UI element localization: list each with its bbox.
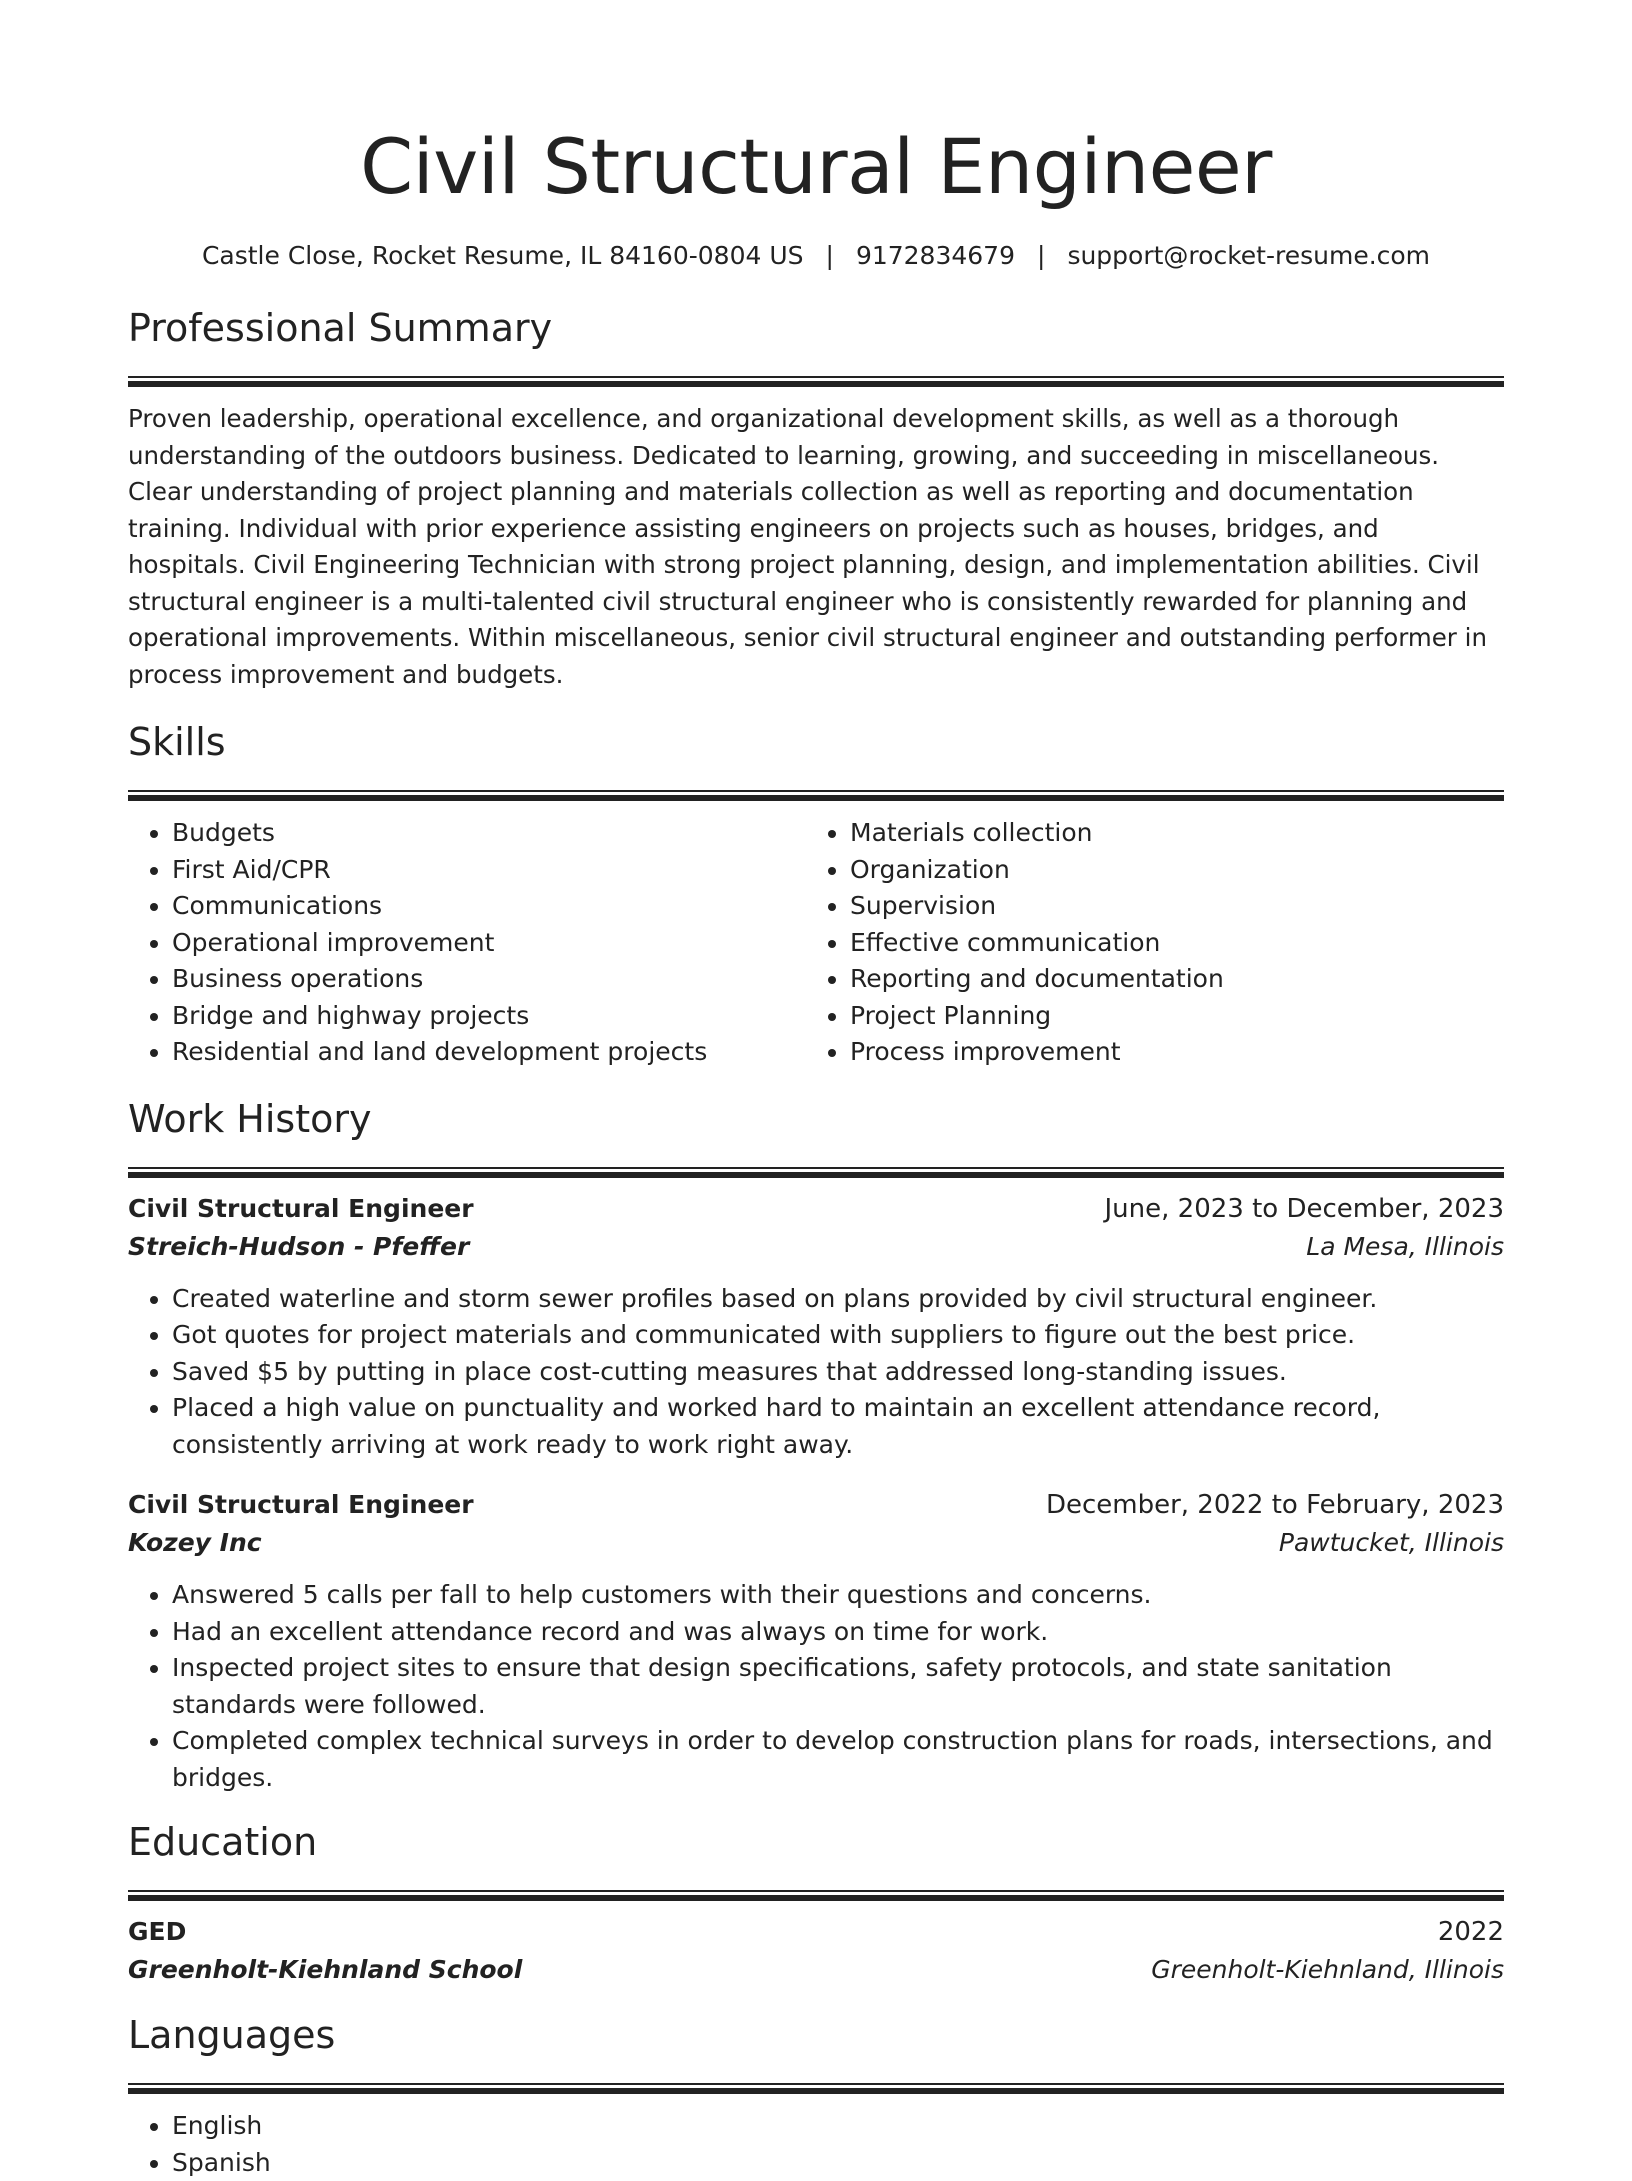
- skill-item: • First Aid/CPR: [172, 852, 806, 889]
- skill-item: • Reporting and documentation: [850, 961, 1504, 998]
- skills-columns: [128, 815, 1504, 1071]
- resume-page: [128, 0, 1504, 2181]
- job-dates: December, 2022 to February, 2023: [1046, 1487, 1504, 1523]
- job-bullet: • Completed complex technical surveys in order to develop construction plans for roads, intersections, and bridges.: [172, 1723, 1504, 1796]
- education-degree: GED: [128, 1914, 186, 1950]
- job-company: Streich-Hudson - Pfeffer: [128, 1227, 469, 1267]
- contact-line: [128, 239, 1504, 273]
- job-bullet: • Created waterline and storm sewer profiles based on plans provided by civil structural engineer.: [172, 1281, 1504, 1318]
- job-title: Civil Structural Engineer: [128, 1487, 474, 1523]
- summary-section: [128, 304, 1504, 693]
- contact-separator: |: [826, 239, 834, 273]
- job-bullets: [128, 1281, 1504, 1464]
- skills-list-right: [806, 815, 1504, 1071]
- resume-name: Civil Structural Engineer: [128, 0, 1504, 213]
- job-bullet: • Answered 5 calls per fall to help customers with their questions and concerns.: [172, 1577, 1504, 1614]
- skill-item: • Project Planning: [850, 998, 1504, 1035]
- education-header-row: [128, 1914, 1504, 1950]
- skill-item: • Business operations: [172, 961, 806, 998]
- skill-item: • Budgets: [172, 815, 806, 852]
- skills-list-left: [128, 815, 806, 1071]
- job-company: Kozey Inc: [128, 1523, 262, 1563]
- work-history-section: [128, 1095, 1504, 1797]
- job-bullet: • Saved $5 by putting in place cost-cutting measures that addressed long-standing issues.: [172, 1354, 1504, 1391]
- education-location: Greenholt-Kiehnland, Illinois: [1151, 1950, 1504, 1990]
- language-item: • English: [172, 2108, 1504, 2145]
- skills-section: [128, 718, 1504, 1071]
- job-header-row: [128, 1487, 1504, 1523]
- skill-item: • Materials collection: [850, 815, 1504, 852]
- languages-section: [128, 2011, 1504, 2181]
- skill-item: • Bridge and highway projects: [172, 998, 806, 1035]
- summary-text: Proven leadership, operational excellence, and organizational development skills, as well as a thorough understanding of the outdoors business. Dedicated to learning, growing, and succeeding in miscellaneous. Clear understanding of project planning and materials collection as well as reporting and documentation training. Individual with prior experience assisting engineers on projects such as houses, bridges, and hospitals. Civil Engineering Technician with strong project planning, design, and implementation abilities. Civil structural engineer is a multi-talented civil structural engineer who is consistently rewarded for planning and operational improvements. Within miscellaneous, senior civil structural engineer and outstanding performer in process improvement and budgets.: [128, 401, 1504, 693]
- job-company-row: [128, 1523, 1504, 1563]
- job-entry: [128, 1191, 1504, 1464]
- skills-column-left: [128, 815, 806, 1071]
- job-bullet: • Inspected project sites to ensure that design specifications, safety protocols, and state sanitation standards were followed.: [172, 1650, 1504, 1723]
- education-school-row: [128, 1950, 1504, 1990]
- job-bullet: • Got quotes for project materials and communicated with suppliers to figure out the best price.: [172, 1317, 1504, 1354]
- job-dates: June, 2023 to December, 2023: [1105, 1191, 1504, 1227]
- section-divider: [128, 1167, 1504, 1178]
- skills-column-right: [806, 815, 1504, 1071]
- contact-address: Castle Close, Rocket Resume, IL 84160-0804 US: [202, 241, 804, 270]
- section-title-skills: Skills: [128, 718, 1504, 766]
- contact-phone: 9172834679: [856, 241, 1015, 270]
- skill-item: • Process improvement: [850, 1034, 1504, 1071]
- contact-separator: |: [1037, 239, 1045, 273]
- education-entry: [128, 1914, 1504, 1990]
- section-divider: [128, 790, 1504, 801]
- job-company-row: [128, 1227, 1504, 1267]
- job-header-row: [128, 1191, 1504, 1227]
- job-location: La Mesa, Illinois: [1306, 1227, 1504, 1267]
- skill-item: • Residential and land development projects: [172, 1034, 806, 1071]
- skill-item: • Organization: [850, 852, 1504, 889]
- section-title-summary: Professional Summary: [128, 304, 1504, 352]
- education-year: 2022: [1438, 1914, 1504, 1950]
- job-bullet: • Placed a high value on punctuality and worked hard to maintain an excellent attendance record, consistently arriving at work ready to work right away.: [172, 1390, 1504, 1463]
- education-school: Greenholt-Kiehnland School: [128, 1950, 522, 1990]
- languages-list: [128, 2108, 1504, 2181]
- skill-item: • Operational improvement: [172, 925, 806, 962]
- section-divider: [128, 376, 1504, 387]
- section-divider: [128, 1890, 1504, 1901]
- job-entry: [128, 1487, 1504, 1796]
- language-item: • Spanish: [172, 2145, 1504, 2181]
- job-bullet: • Had an excellent attendance record and was always on time for work.: [172, 1614, 1504, 1651]
- education-section: [128, 1818, 1504, 1990]
- job-location: Pawtucket, Illinois: [1279, 1523, 1504, 1563]
- skill-item: • Supervision: [850, 888, 1504, 925]
- section-divider: [128, 2083, 1504, 2094]
- contact-email: support@rocket-resume.com: [1067, 241, 1430, 270]
- skill-item: • Communications: [172, 888, 806, 925]
- section-title-education: Education: [128, 1818, 1504, 1866]
- job-bullets: [128, 1577, 1504, 1796]
- job-title: Civil Structural Engineer: [128, 1191, 474, 1227]
- skill-item: • Effective communication: [850, 925, 1504, 962]
- section-title-work: Work History: [128, 1095, 1504, 1143]
- section-title-languages: Languages: [128, 2011, 1504, 2059]
